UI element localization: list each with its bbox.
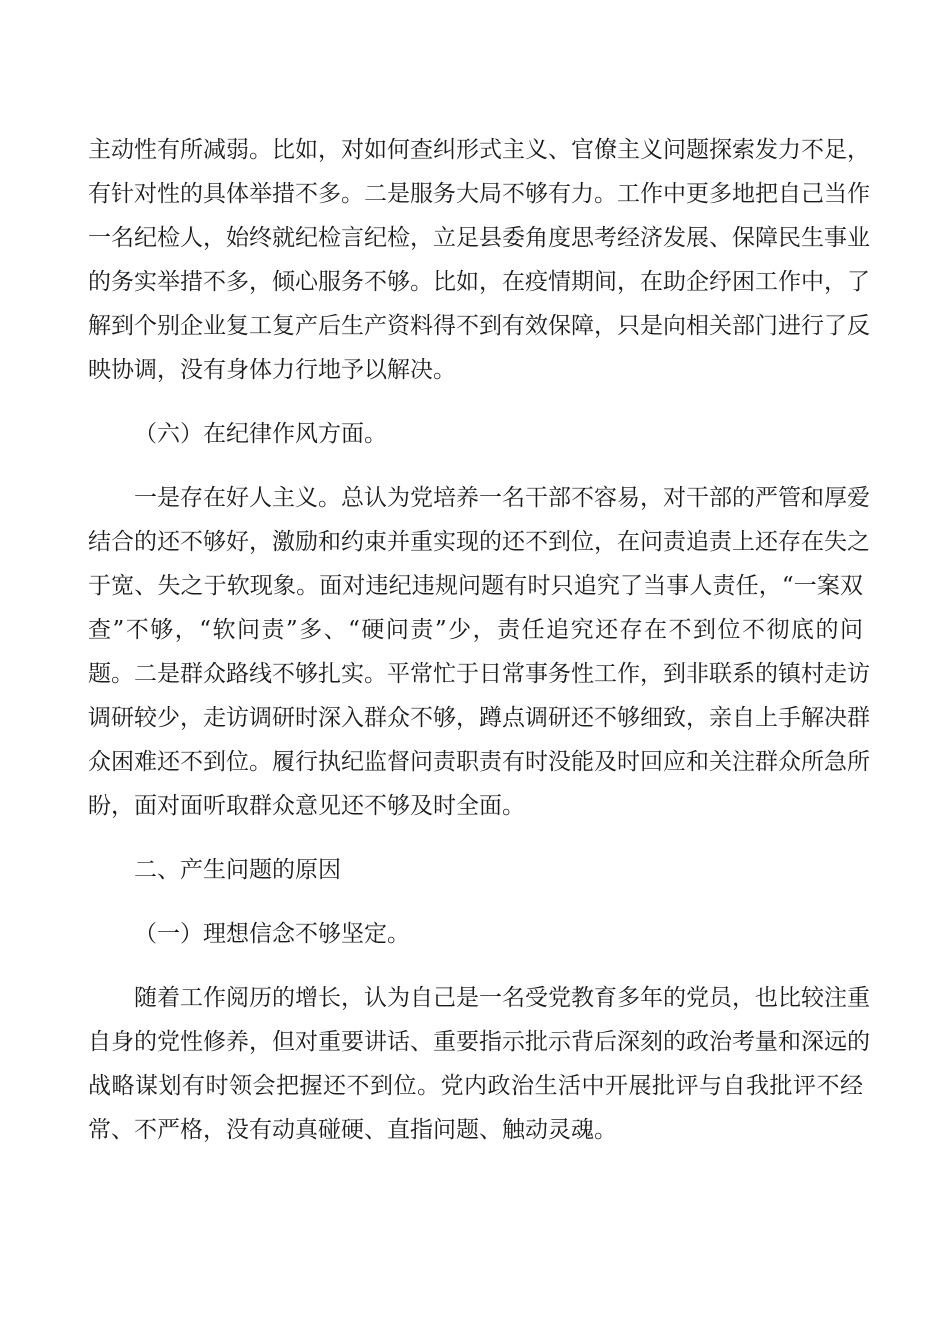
text-line: 盼，面对面听取群众意见还不够及时全面。 xyxy=(88,793,525,819)
text-line: 查”不够，“软问责”多、“硬问责”少，责任追究还存在不到位不彻底的问 xyxy=(88,617,863,643)
heading-line: （六）在纪律作风方面。 xyxy=(134,421,387,447)
text-line: 自身的党性修养，但对重要讲话、重要指示批示背后深刻的政治考量和深远的 xyxy=(88,1029,870,1055)
text-line: 常、不严格，没有动真碰硬、直指问题、触动灵魂。 xyxy=(88,1117,617,1143)
text-line: 随着工作阅历的增长，认为自己是一名受党教育多年的党员，也比较注重 xyxy=(134,985,870,1011)
heading-line: 二、产生问题的原因 xyxy=(134,857,341,883)
text-line: 战略谋划有时领会把握还不到位。党内政治生活中开展批评与自我批评不经 xyxy=(88,1073,863,1099)
heading-line: （一）理想信念不够坚定。 xyxy=(134,921,410,947)
paragraph-ideals xyxy=(88,976,870,1152)
text-line: 于宽、失之于软现象。面对违纪违规问题有时只追究了当事人责任，“一案双 xyxy=(88,573,863,599)
text-line: 结合的还不够好，激励和约束并重实现的还不到位，在问责追责上还存在失之 xyxy=(88,529,870,555)
text-line: 的务实举措不多，倾心服务不够。比如，在疫情期间，在助企纾困工作中，了 xyxy=(88,269,870,295)
text-line: 题。二是群众路线不够扎实。平常忙于日常事务性工作，到非联系的镇村走访 xyxy=(88,661,870,687)
section-heading-2-1 xyxy=(88,912,863,956)
text-line: 有针对性的具体举措不多。二是服务大局不够有力。工作中更多地把自己当作 xyxy=(88,181,870,207)
paragraph-discipline xyxy=(88,476,870,828)
section-heading-6 xyxy=(88,412,863,456)
text-line: 调研较少，走访调研时深入群众不够，蹲点调研还不够细致，亲自上手解决群 xyxy=(88,705,870,731)
section-heading-2 xyxy=(88,848,863,892)
text-line: 解到个别企业复工复产后生产资料得不到有效保障，只是向相关部门进行了反 xyxy=(88,313,870,339)
text-line: 众困难还不到位。履行执纪监督问责职责有时没能及时回应和关注群众所急所 xyxy=(88,749,870,775)
document-page xyxy=(88,128,870,1152)
text-line: 一是存在好人主义。总认为党培养一名干部不容易，对干部的严管和厚爱 xyxy=(134,485,870,511)
text-line: 一名纪检人，始终就纪检言纪检，立足县委角度思考经济发展、保障民生事业 xyxy=(88,225,870,251)
text-line: 主动性有所减弱。比如，对如何查纠形式主义、官僚主义问题探索发力不足， xyxy=(88,137,870,163)
paragraph-continued xyxy=(88,128,870,392)
text-line: 映协调，没有身体力行地予以解决。 xyxy=(88,357,456,383)
